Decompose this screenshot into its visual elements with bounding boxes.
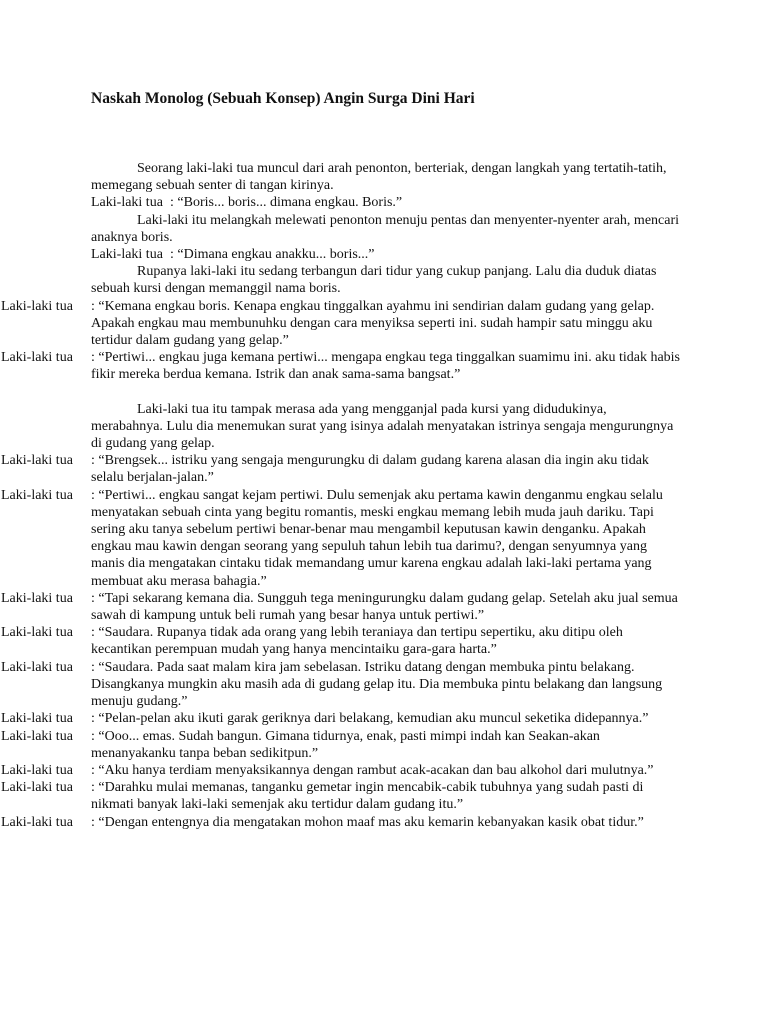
dialogue-text: : “Kemana engkau boris. Kenapa engkau tinggalkan ayahmu ini sendirian dalam gudang yang gelap. Apakah engkau mau membunuhku dengan cara menyiksa seperti ini. sudah hampir satu minggu aku tertidur dalam gudang yang gelap.” (91, 298, 655, 349)
speaker-name: Laki-laki tua (1, 590, 73, 606)
speaker-name: Laki-laki tua (1, 780, 73, 796)
dialogue-text: : “Ooo... emas. Sudah bangun. Gimana tidurnya, enak, pasti mimpi indah kan Seakan-akan menanyakanku tanpa beban sedikitpun.” (91, 728, 600, 761)
document-title: Naskah Monolog (Sebuah Konsep) Angin Surga Dini Hari (91, 90, 475, 107)
dialogue-line (91, 194, 681, 211)
dialogue-line (0, 779, 768, 813)
dialogue-text: : “Pertiwi... engkau juga kemana pertiwi... mengapa engkau tega tinggalkan suamimu ini. aku tidak habis fikir mereka berdua kemana. Istrik dan anak sama-sama bangsat.” (91, 350, 681, 383)
dialogue-text: : “Saudara. Pada saat malam kira jam sebelasan. Istriku datang dengan membuka pintu belakang. Disangkanya mungkin aku masih ada di gudang gelap itu. Dia membuka pintu belakang dan langsung menuju gudang.” (91, 659, 663, 710)
speaker-name: Laki-laki tua (1, 711, 73, 727)
dialogue-text: : “Boris... boris... dimana engkau. Boris.” (170, 195, 403, 211)
dialogue-text: : “Dimana engkau anakku... boris...” (170, 247, 375, 263)
dialogue-line (0, 590, 768, 624)
dialogue-text: : “Dengan entengnya dia mengatakan mohon maaf mas aku kemarin kebanyakan kasik obat tidur.” (91, 814, 644, 830)
stage-direction: Laki-laki itu melangkah melewati penonton menuju pentas dan menyenter-nyenter arah, mencari anaknya boris. (91, 212, 680, 245)
dialogue-line (0, 710, 768, 727)
speaker-name: Laki-laki tua (1, 487, 73, 503)
speaker-name: Laki-laki tua (91, 195, 163, 211)
dialogue-line (0, 487, 768, 590)
speaker-name: Laki-laki tua (1, 453, 73, 469)
speaker-name: Laki-laki tua (1, 814, 73, 830)
stage-direction: Seorang laki-laki tua muncul dari arah penonton, berteriak, dengan langkah yang tertatih-tatih, memegang sebuah senter di tangan kirinya. (91, 161, 667, 194)
dialogue-text: : “Pelan-pelan aku ikuti garak geriknya dari belakang, kemudian aku muncul seketika didepannya.” (91, 711, 649, 727)
stage-direction: Rupanya laki-laki itu sedang terbangun dari tidur yang cukup panjang. Lalu dia duduk diatas sebuah kursi dengan memanggil nama boris. (91, 264, 657, 297)
script-body (0, 160, 768, 831)
stage-direction: Laki-laki tua itu tampak merasa ada yang mengganjal pada kursi yang didudukinya, merabahnya. Lulu dia menemukan surat yang isinya adalah menyatakan istrinya sengaja mengurungnya di gudang yang gelap. (91, 401, 674, 452)
speaker-name: Laki-laki tua (1, 350, 73, 366)
speaker-name: Laki-laki tua (1, 298, 73, 314)
speaker-name: Laki-laki tua (1, 659, 73, 675)
dialogue-line (0, 762, 768, 779)
blank-line (0, 384, 768, 401)
dialogue-line (0, 298, 768, 350)
dialogue-line (0, 349, 768, 383)
dialogue-line (91, 246, 681, 263)
dialogue-line (0, 659, 768, 711)
dialogue-line (0, 728, 768, 762)
speaker-name: Laki-laki tua (1, 728, 73, 744)
dialogue-text: : “Saudara. Rupanya tidak ada orang yang lebih teraniaya dan tertipu sepertiku, aku ditipu oleh kecantikan perempuan mudah yang hanya mencintaiku gara-gara harta.” (91, 625, 623, 658)
dialogue-text: : “Pertiwi... engkau sangat kejam pertiwi. Dulu semenjak aku pertama kawin denganmu engkau selalu menyatakan sebuah cinta yang begitu romantis, meski engkau memang lebih muda jauh dariku. Tapi sering aku tanya sebelum pertiwi benar-benar mau mengambil keputusan kawin denganku. Apakah engkau mau kawin dengan seorang yang sepuluh tahun lebih tua darimu?, dengan senyumnya yang manis dia mengatakan cintaku tidak memandang umur karena engkau adalah laki-laki pertama yang membuat aku merasa bahagia.” (91, 487, 663, 589)
dialogue-text: : “Darahku mulai memanas, tanganku gemetar ingin mencabik-cabik tubuhnya yang sudah pasti di nikmati banyak laki-laki semenjak aku tertidur dalam gudang itu.” (91, 780, 644, 813)
speaker-name: Laki-laki tua (91, 247, 163, 263)
speaker-name: Laki-laki tua (1, 625, 73, 641)
speaker-name: Laki-laki tua (1, 762, 73, 778)
dialogue-text: : “Tapi sekarang kemana dia. Sungguh tega meningurungku dalam gudang gelap. Setelah aku jual semua sawah di kampung untuk beli rumah yang besar hanya untuk pertiwi.” (91, 590, 678, 624)
dialogue-text: : “Brengsek... istriku yang sengaja mengurungku di dalam gudang karena alasan dia ingin aku tidak selalu berjalan-jalan.” (91, 453, 649, 486)
dialogue-line (0, 624, 768, 658)
dialogue-line (0, 814, 768, 831)
dialogue-text: : “Aku hanya terdiam menyaksikannya dengan rambut acak-acakan dan bau alkohol dari mulutnya.” (91, 762, 654, 778)
dialogue-line (0, 452, 768, 486)
